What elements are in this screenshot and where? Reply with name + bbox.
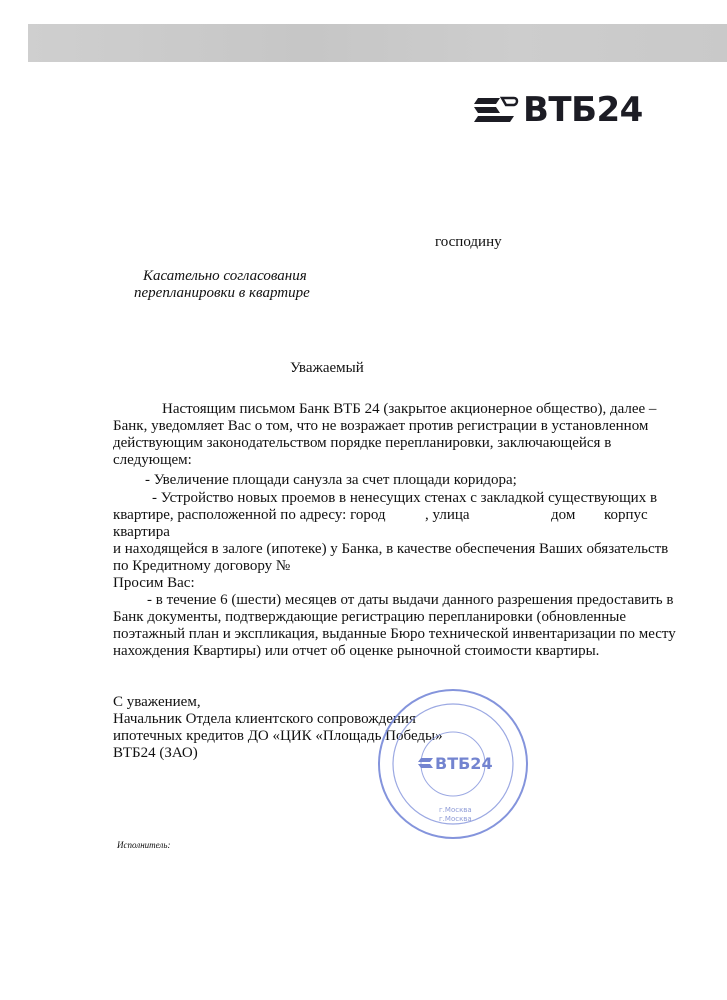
address-line: квартире, расположенной по адресу: город — [113, 507, 386, 523]
list-item-1: - Увеличение площади санузла за счет площади коридора; — [145, 472, 517, 488]
signature-company: ВТБ24 (ЗАО) — [113, 745, 198, 761]
address-street: , улица — [425, 507, 470, 523]
signature-department: ипотечных кредитов ДО «ЦИК «Площадь Победы» — [113, 728, 443, 744]
scan-header-bar — [28, 24, 727, 62]
request-heading: Просим Вас: — [113, 575, 195, 591]
logo-arrow-icon — [470, 84, 522, 136]
body-line: Настоящим письмом Банк ВТБ 24 (закрытое акционерное общество), далее – — [162, 401, 657, 417]
signature-regards: С уважением, — [113, 694, 201, 710]
body-line: Банк, уведомляет Вас о том, что не возражает против регистрации в установленном — [113, 418, 649, 434]
request-line: Банк документы, подтверждающие регистрацию перепланировки (обновленные — [113, 609, 627, 625]
body-line: действующим законодательством порядке перепланировки, заключающейся в — [113, 435, 612, 451]
logo-text: ВТБ24 — [523, 90, 643, 130]
address-flat: квартира — [113, 524, 170, 540]
address-building: корпус — [604, 507, 648, 523]
pledge-line: и находящейся в залоге (ипотеке) у Банка, в качестве обеспечения Ваших обязательств — [113, 541, 669, 557]
stamp-city-2: г.Москва — [439, 815, 472, 823]
address-house: дом — [551, 507, 576, 523]
request-line: нахождения Квартиры) или отчет об оценке рыночной стоимости квартиры. — [113, 643, 600, 659]
subject-line-2: перепланировки в квартире — [134, 285, 310, 301]
body-line: следующем: — [113, 452, 192, 468]
pledge-line: по Кредитному договору № — [113, 558, 291, 574]
list-item-2: - Устройство новых проемов в ненесущих стенах с закладкой существующих в — [152, 490, 658, 506]
request-line: поэтажный план и экспликация, выданные Бюро технической инвентаризации по месту — [113, 626, 676, 642]
salutation: Уважаемый — [290, 360, 364, 376]
bank-logo — [470, 84, 660, 136]
signature-position: Начальник Отдела клиентского сопровождения — [113, 711, 416, 727]
stamp-city-1: г.Москва — [439, 806, 472, 814]
executor-label: Исполнитель: — [117, 840, 171, 850]
addressee: господину — [435, 234, 502, 250]
stamp-text: ВТБ24 — [435, 754, 493, 773]
subject-line-1: Касательно согласования — [143, 268, 307, 284]
bank-stamp — [373, 684, 533, 844]
request-line: - в течение 6 (шести) месяцев от даты выдачи данного разрешения предоставить в — [147, 592, 674, 608]
stamp-arrow-icon — [418, 758, 433, 768]
